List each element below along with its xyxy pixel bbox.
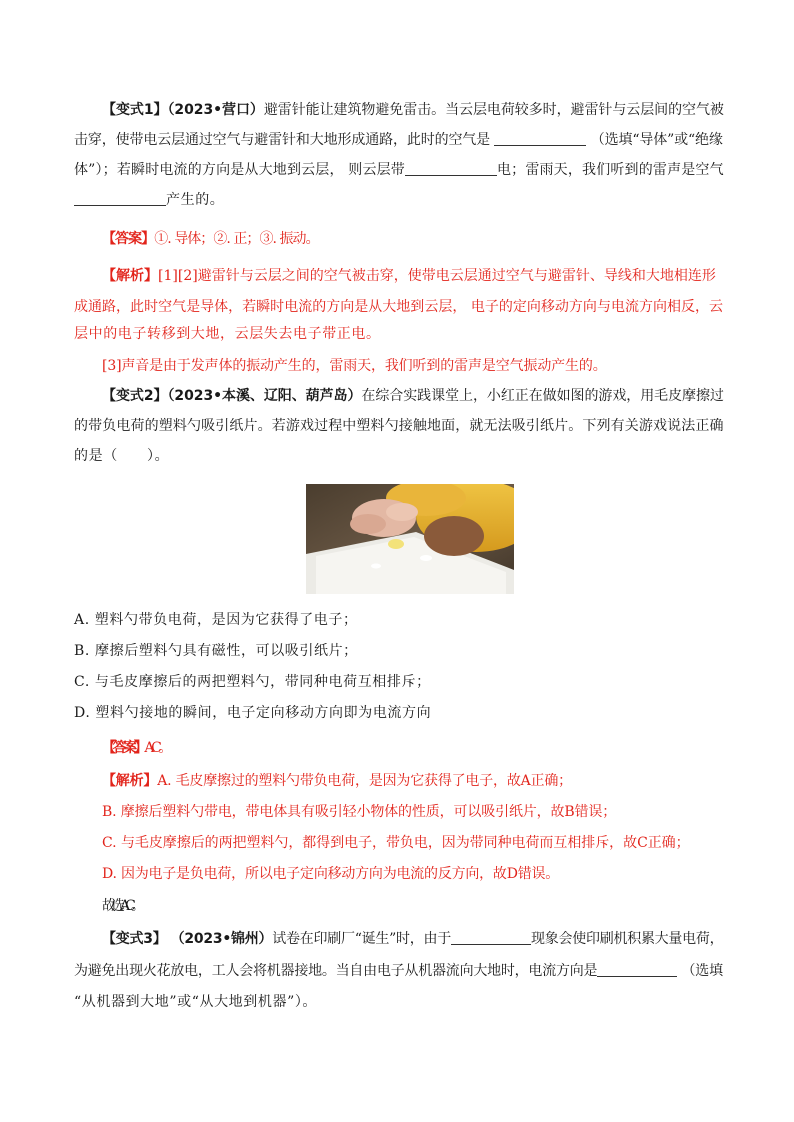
q3-line-1 bbox=[102, 929, 752, 949]
q1-analysis-2 bbox=[74, 297, 724, 317]
q2-option-a bbox=[74, 610, 724, 630]
q2-line-1 bbox=[102, 386, 752, 406]
q1-analysis-text-2: 成通路，此时空气是导体，若瞬时电流的方向是从大地到云层， 电子的定向移动方向与电流方向相反，云 bbox=[74, 299, 724, 315]
q1-blank-1[interactable] bbox=[494, 131, 586, 146]
q2-answer-label: 【答案】 bbox=[102, 740, 145, 756]
q3-line-3 bbox=[74, 992, 724, 1012]
q1-line-1 bbox=[102, 100, 752, 120]
q2-text-2: 的带负电荷的塑料勺吸引纸片。若游戏过程中塑料勺接触地面，就无法吸引纸片。下列有关游戏说法正确 bbox=[74, 418, 724, 434]
q2-option-b bbox=[74, 641, 724, 661]
q2-analysis-text-1: A. 毛皮摩擦过的塑料勺带负电荷，是因为它获得了电子，故A正确； bbox=[157, 773, 572, 789]
game-photo bbox=[306, 484, 514, 594]
q2-text-1: 在综合实践课堂上，小红正在做如图的游戏，用毛皮摩擦过 bbox=[361, 388, 724, 404]
q1-answer-text: ①. 导体；②. 正；③. 振动。 bbox=[154, 231, 319, 247]
q1-blank-2[interactable] bbox=[405, 161, 497, 176]
q1-line-3 bbox=[74, 160, 724, 180]
q1-blank-3[interactable] bbox=[74, 191, 166, 206]
q1-analysis-text-4: [3]声音是由于发声体的振动产生的，雷雨天，我们听到的雷声是空气振动产生的。 bbox=[102, 358, 607, 374]
q2-answer bbox=[102, 738, 752, 758]
q2-text-3: 的是（ ）。 bbox=[74, 448, 170, 464]
q1-text-2a: 击穿，使带电云层通过空气与避雷针和大地形成通路，此时的空气是 bbox=[74, 132, 491, 148]
q1-answer bbox=[102, 229, 752, 249]
q2-option-c bbox=[74, 672, 724, 692]
q1-text-2b: （选填“导体”或“绝缘 bbox=[590, 132, 723, 148]
q1-source: （2023•营口） bbox=[167, 102, 264, 118]
q2-line-3 bbox=[74, 446, 724, 466]
q3-line-2 bbox=[74, 961, 724, 981]
option-b-text: B. 摩擦后塑料勺具有磁性，可以吸引纸片； bbox=[74, 643, 358, 659]
q1-analysis-4 bbox=[102, 356, 752, 376]
q1-analysis-3 bbox=[74, 324, 724, 344]
q2-analysis-1 bbox=[102, 771, 752, 791]
option-d-text: D. 塑料勺接地的瞬间，电子定向移动方向即为电流方向 bbox=[74, 705, 432, 721]
q1-text-3a: 体”）；若瞬时电流的方向是从大地到云层， 则云层带 bbox=[74, 162, 405, 178]
q2-conclusion-text: 故选AC。 bbox=[102, 898, 140, 914]
q1-analysis-label: 【解析】 bbox=[102, 268, 159, 284]
q1-line-2 bbox=[74, 130, 724, 150]
q2-line-2 bbox=[74, 416, 724, 436]
q2-source: （2023•本溪、辽阳、葫芦岛） bbox=[167, 388, 362, 404]
q1-analysis-text-1: [1][2]避雷针与云层之间的空气被击穿，使带电云层通过空气与避雷针、导线和大地相连形 bbox=[158, 268, 716, 284]
q3-label: 【变式3】 bbox=[102, 931, 167, 947]
q2-analysis-label: 【解析】 bbox=[102, 773, 158, 789]
q1-text-3b: 电；雷雨天，我们听到的雷声是空气 bbox=[496, 162, 724, 178]
q2-analysis-4 bbox=[102, 864, 752, 884]
q1-analysis-1 bbox=[102, 266, 752, 286]
q1-answer-label: 【答案】 bbox=[102, 231, 155, 247]
q1-label: 【变式1】 bbox=[102, 102, 168, 118]
q3-text-1b: 现象会使印刷机积累大量电荷， bbox=[531, 931, 724, 947]
q2-analysis-2 bbox=[102, 802, 752, 822]
option-c-text: C. 与毛皮摩擦后的两把塑料勺，带同种电荷互相排斥； bbox=[74, 674, 431, 690]
q1-line-4 bbox=[74, 190, 724, 210]
q3-blank-2[interactable] bbox=[597, 962, 677, 977]
q2-analysis-text-3: C. 与毛皮摩擦后的两把塑料勺，都得到电子，带负电，因为带同种电荷而互相排斥，故C正确； bbox=[102, 835, 690, 851]
game-photo-illustration bbox=[306, 484, 514, 594]
q2-analysis-text-2: B. 摩擦后塑料勺带电，带电体具有吸引轻小物体的性质，可以吸引纸片，故B错误； bbox=[102, 804, 617, 820]
q1-analysis-text-3: 层中的电子转移到大地，云层失去电子带正电。 bbox=[74, 326, 381, 342]
q2-label: 【变式2】 bbox=[102, 388, 168, 404]
q2-analysis-text-4: D. 因为电子是负电荷，所以电子定向移动方向为电流的反方向，故D错误。 bbox=[102, 866, 560, 882]
q3-text-1a: 试卷在印刷厂“诞生”时，由于 bbox=[272, 931, 451, 947]
q3-text-2a: 为避免出现火花放电，工人会将机器接地。当自由电子从机器流向大地时，电流方向是 bbox=[74, 963, 598, 979]
q3-blank-1[interactable] bbox=[451, 930, 531, 945]
q3-text-3: “从机器到大地”或“从大地到机器”）。 bbox=[74, 994, 318, 1010]
q3-source: （2023•锦州） bbox=[170, 931, 273, 947]
q2-conclusion bbox=[102, 896, 752, 916]
q2-answer-text: AC。 bbox=[144, 740, 170, 756]
q1-text-4: 产生的。 bbox=[166, 192, 225, 208]
option-a-text: A. 塑料勺带负电荷，是因为它获得了电子； bbox=[74, 612, 358, 628]
q3-text-2b: （选填 bbox=[681, 963, 723, 979]
q2-analysis-3 bbox=[102, 833, 752, 853]
q2-option-d bbox=[74, 703, 724, 723]
q1-text-1: 避雷针能让建筑物避免雷击。当云层电荷较多时，避雷针与云层间的空气被 bbox=[263, 102, 724, 118]
